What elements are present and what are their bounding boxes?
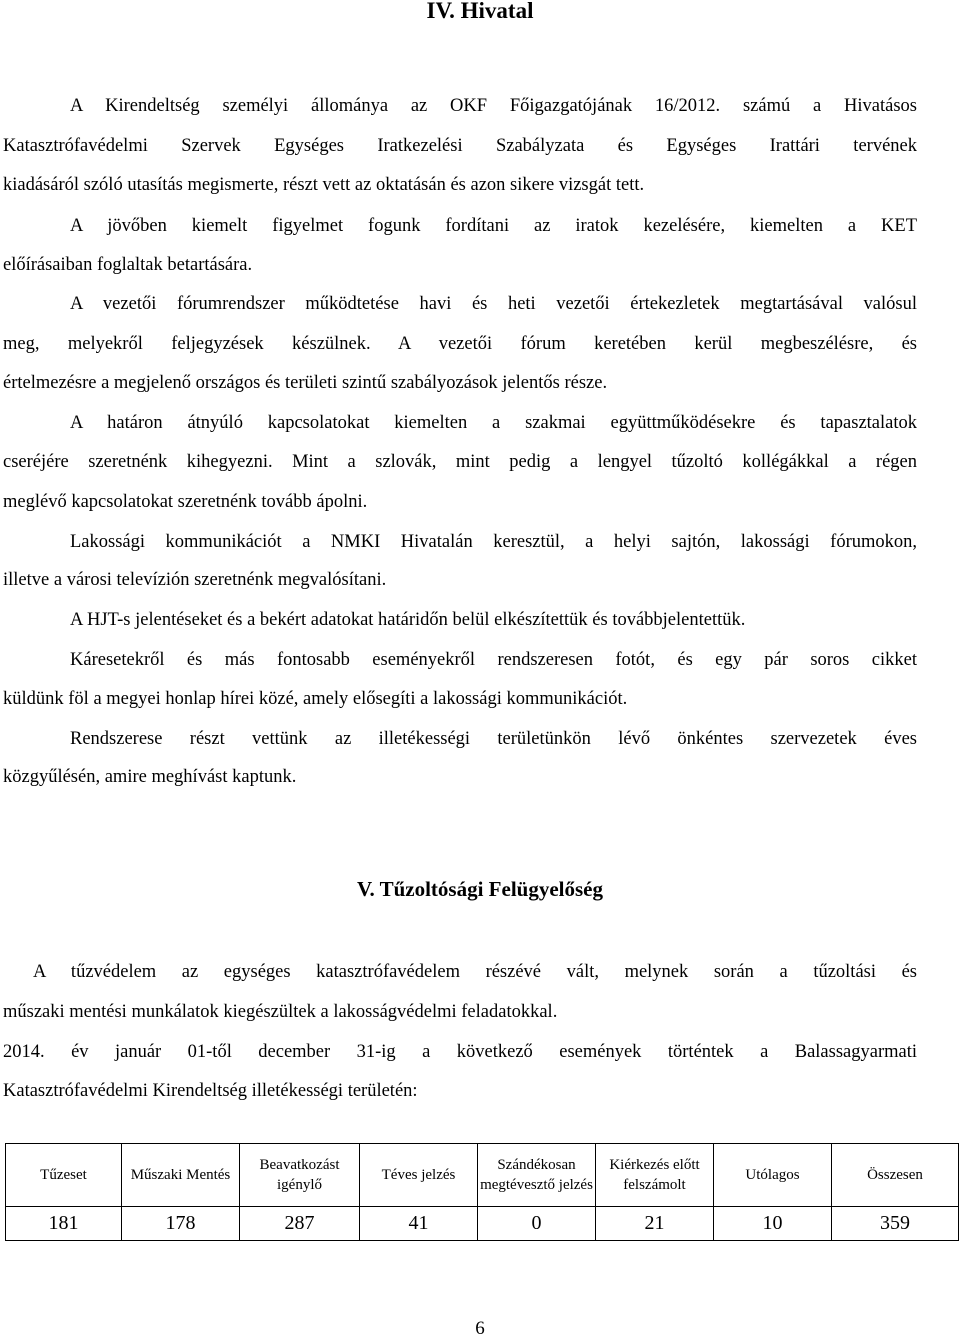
- table-row: [6, 1207, 959, 1241]
- header-cell: Kiérkezés előtt felszámolt: [596, 1144, 714, 1207]
- value-cell: 178: [122, 1207, 240, 1241]
- value-cell: 0: [478, 1207, 596, 1241]
- value-cell: 181: [6, 1207, 122, 1241]
- value-cell: 41: [360, 1207, 478, 1241]
- text-line: A Kirendeltség személyi állománya az OKF Főigazgatójának 16/2012. számú a Hivatásos: [70, 96, 917, 116]
- value-cell: 21: [596, 1207, 714, 1241]
- text-line: meglévő kapcsolatokat szeretnénk tovább ápolni.: [3, 492, 368, 512]
- value-cell: 359: [832, 1207, 959, 1241]
- table-header-row: [6, 1144, 959, 1207]
- text-line: A vezetői fórumrendszer működtetése havi és heti vezetői értekezletek megtartásával valósul: [70, 294, 917, 314]
- header-cell: Beavatkozást igénylő: [240, 1144, 360, 1207]
- text-line: meg, melyekről feljegyzések készülnek. A vezetői fórum keretében kerül megbeszélésre, és: [3, 334, 917, 354]
- section-5-title: V. Tűzoltósági Felügyelőség: [357, 877, 603, 901]
- text-line: értelmezésre a megjelenő országos és területi szintű szabályozások jelentős része.: [3, 373, 608, 393]
- header-cell: Téves jelzés: [360, 1144, 478, 1207]
- value-cell: 287: [240, 1207, 360, 1241]
- header-cell: Tűzeset: [6, 1144, 122, 1207]
- text-line: műszaki mentési munkálatok kiegészültek a lakosságvédelmi feladatokkal.: [3, 1002, 558, 1022]
- text-line: előírásaiban foglaltak betartására.: [3, 255, 253, 275]
- text-line: A tűzvédelem az egységes katasztrófavédelem részévé vált, melynek során a tűzoltási és: [33, 962, 917, 982]
- text-line: Katasztrófavédelmi Kirendeltség illetékességi területén:: [3, 1081, 418, 1101]
- text-line: A jövőben kiemelt figyelmet fogunk fordítani az iratok kezelésére, kiemelten a KET: [70, 216, 917, 236]
- events-table: [5, 1143, 959, 1241]
- header-cell: Összesen: [832, 1144, 959, 1207]
- header-cell: Műszaki Mentés: [122, 1144, 240, 1207]
- text-line: Rendszerese részt vettünk az illetékességi területünkön lévő önkéntes szervezetek éves: [70, 729, 917, 749]
- text-line: cseréjére szeretnénk kihegyezni. Mint a szlovák, mint pedig a lengyel tűzoltó kollégákkal a régen: [3, 452, 917, 472]
- text-line: Káresetekről és más fontosabb eseményekről rendszeresen fotót, és egy pár soros cikket: [70, 650, 917, 670]
- header-cell: Szándékosan megtévesztő jelzés: [478, 1144, 596, 1207]
- header-cell: Utólagos: [714, 1144, 832, 1207]
- text-line: Lakossági kommunikációt a NMKI Hivatalán keresztül, a helyi sajtón, lakossági fórumokon,: [70, 532, 917, 552]
- text-line: küldünk föl a megyei honlap hírei közé, amely elősegíti a lakossági kommunikációt.: [3, 689, 628, 709]
- text-line: Katasztrófavédelmi Szervek Egységes Iratkezelési Szabályzata és Egységes Irattári tervének: [3, 136, 917, 156]
- text-line: kiadásáról szóló utasítás megismerte, részt vett az oktatásán és azon sikere vizsgát tett.: [3, 175, 645, 195]
- text-line: illetve a városi televízión szeretnénk megvalósítani.: [3, 570, 387, 590]
- text-line: A határon átnyúló kapcsolatokat kiemelten a szakmai együttműködésekre és tapasztalatok: [70, 413, 917, 433]
- value-cell: 10: [714, 1207, 832, 1241]
- text-line: 2014. év január 01-től december 31-ig a következő események történtek a Balassagyarmati: [3, 1042, 917, 1062]
- text-line: közgyűlésén, amire meghívást kaptunk.: [3, 767, 297, 787]
- page-number: 6: [475, 1318, 485, 1339]
- text-line: A HJT-s jelentéseket és a bekért adatokat határidőn belül elkészítettük és továbbjelentettük.: [70, 610, 746, 630]
- section-4-title: IV. Hivatal: [426, 0, 534, 23]
